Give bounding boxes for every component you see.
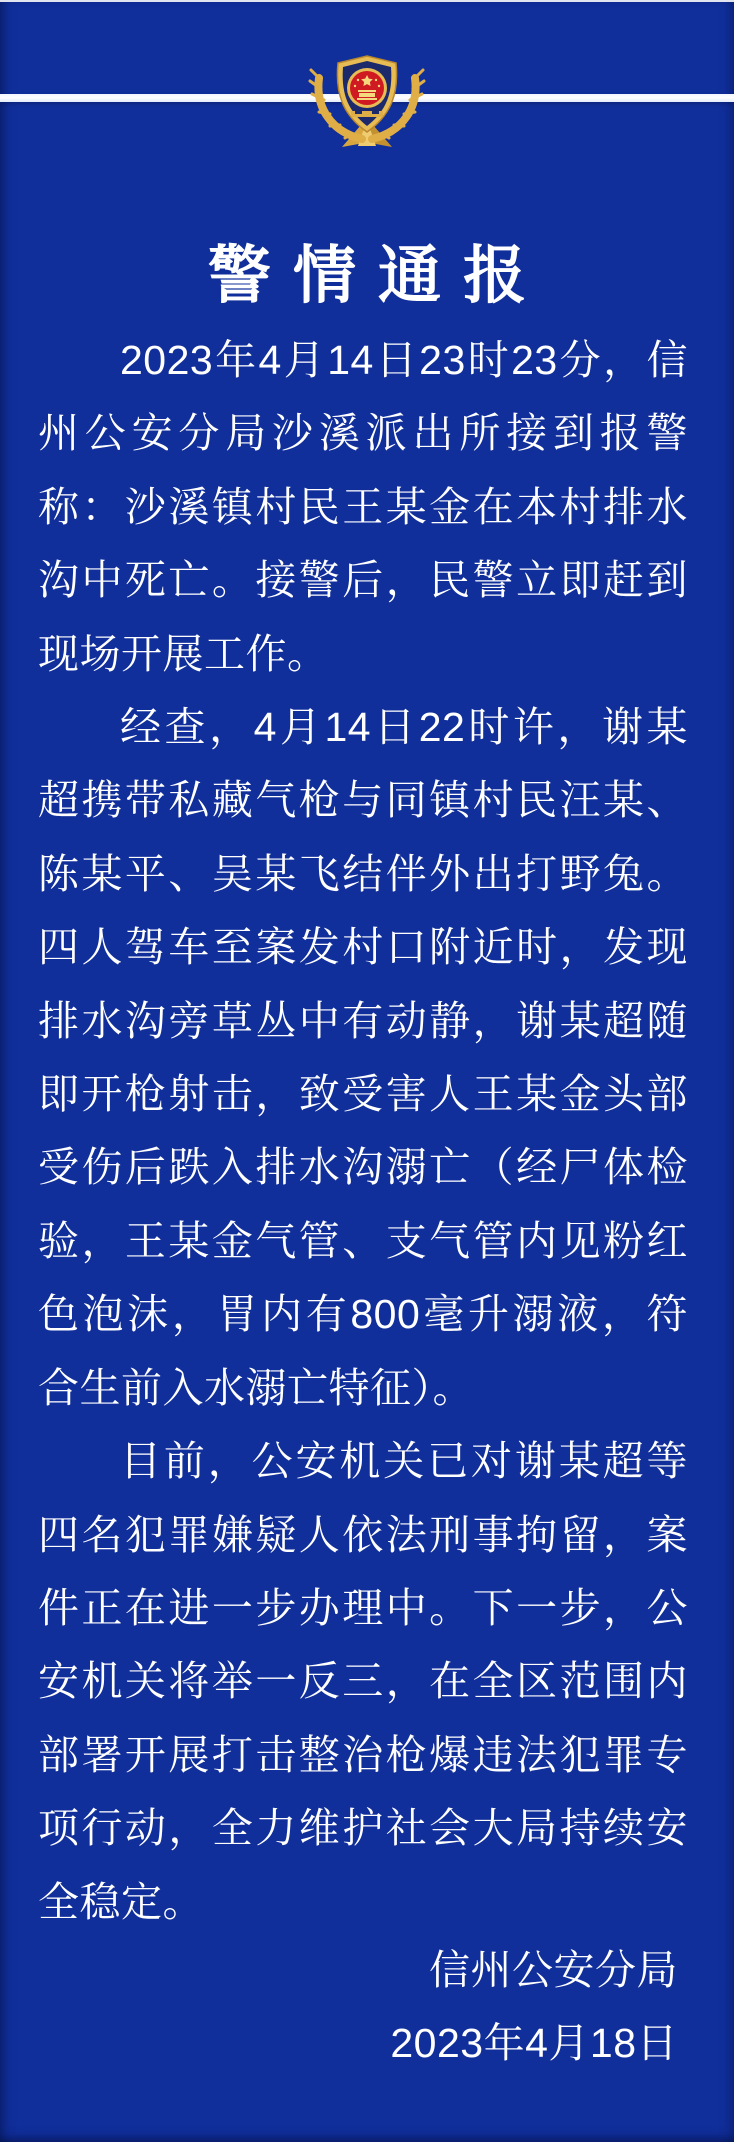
notice-footer (38, 1934, 678, 2080)
notice-body (38, 324, 688, 1939)
notice-paragraph: 2023年4月14日23时23分，信州公安分局沙溪派出所接到报警称：沙溪镇村民王某金在本村排水沟中死亡。接警后，民警立即赶到现场开展工作。 (38, 337, 688, 677)
notice-paragraph: 目前，公安机关已对谢某超等四名犯罪嫌疑人依法刑事拘留，案件正在进一步办理中。下一步，公安机关将举一反三，在全区范围内部署开展打击整治枪爆违法犯罪专项行动，全力维护社会大局持续安全稳定。 (38, 1438, 688, 1925)
badge-shield (337, 56, 396, 132)
notice-paragraph: 经查，4月14日22时许，谢某超携带私藏气枪与同镇村民汪某、陈某平、吴某飞结伴外出打野兔。四人驾车至案发村口附近时，发现排水沟旁草丛中有动静，谢某超随即开枪射击，致受害人王某金头部受伤后跌入排水沟溺亡（经尸体检验，王某金气管、支气管内见粉红色泡沫，胃内有800毫升溺液，符合生前入水溺亡特征）。 (38, 704, 688, 1411)
notice-title: 警情通报 (207, 241, 549, 312)
issuing-authority: 信州公安分局 (429, 1947, 678, 1993)
top-edge-highlight (0, 0, 734, 2)
issue-date: 2023年4月18日 (390, 2020, 678, 2066)
police-badge-icon (302, 42, 432, 152)
